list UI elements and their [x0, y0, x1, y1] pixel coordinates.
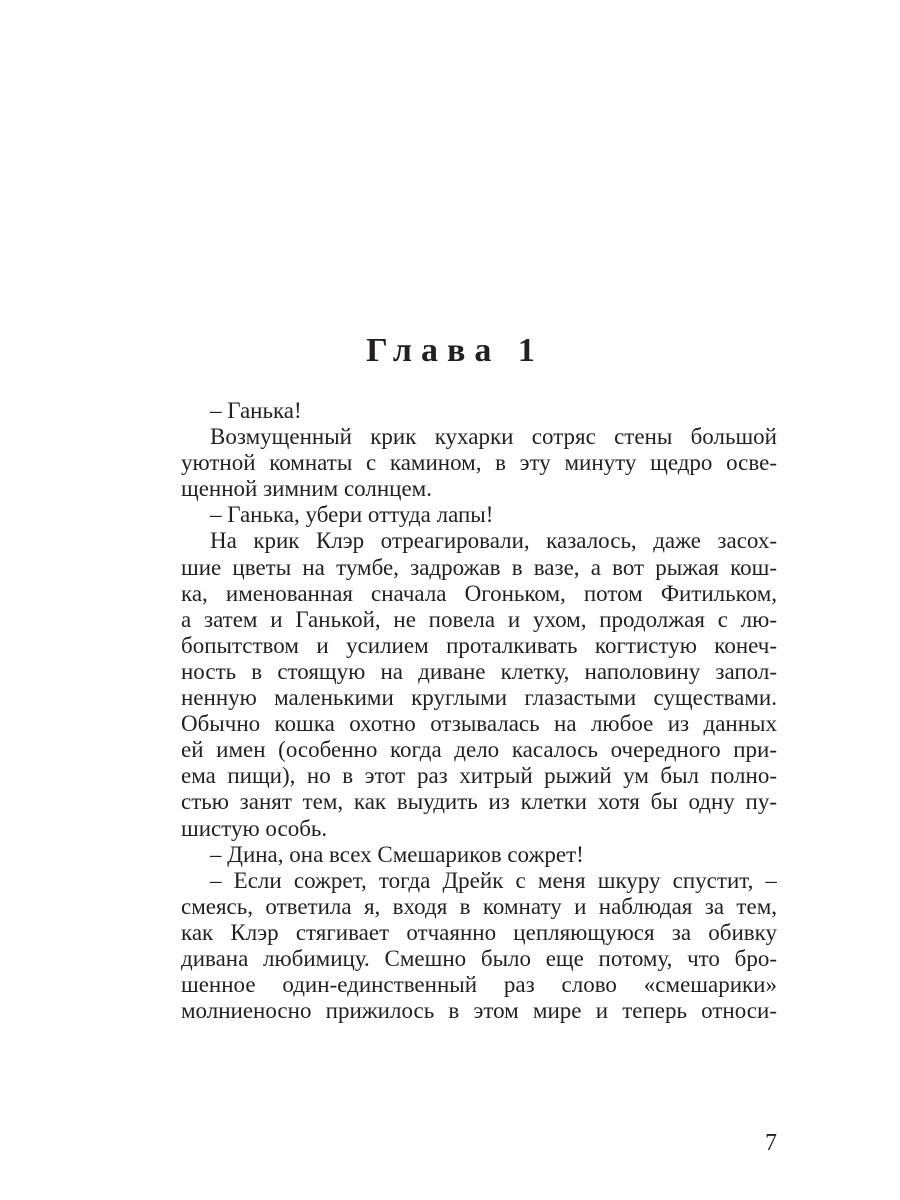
text-line: ность в стоящую на диване клетку, наполовину запол-: [181, 658, 777, 684]
text-line: уютной комнаты с камином, в эту минуту щедро осве-: [181, 450, 777, 476]
text-line: как Клэр стягивает отчаянно цепляющуюся за обивку: [181, 919, 777, 945]
body-text: [181, 398, 777, 1024]
text-line: бопытством и усилием проталкивать когтистую конеч-: [181, 632, 777, 658]
text-line: – Дина, она всех Смешариков сожрет!: [210, 841, 584, 867]
text-line: шие цветы на тумбе, задрожав в вазе, а вот рыжая кош-: [181, 554, 777, 580]
text-line: – Ганька, убери оттуда лапы!: [210, 502, 494, 528]
text-line: – Ганька!: [210, 398, 302, 423]
text-line: Возмущенный крик кухарки сотряс стены большой: [210, 424, 777, 450]
text-line: – Если сожрет, тогда Дрейк с меня шкуру спустит, –: [210, 867, 777, 893]
text-line: молниеносно прижилось в этом мире и теперь относи-: [181, 998, 777, 1024]
text-line: ема пищи), но в этот раз хитрый рыжий ум был полно-: [181, 763, 777, 789]
text-line: щенной зимним солнцем.: [181, 476, 432, 502]
text-line: ненную маленькими круглыми глазастыми существами.: [181, 685, 777, 711]
text-line: На крик Клэр отреагировали, казалось, даже засох-: [210, 528, 777, 554]
text-line: смеясь, ответила я, входя в комнату и наблюдая за тем,: [181, 893, 777, 919]
chapter-title: Глава 1: [366, 332, 544, 369]
text-line: шистую особь.: [181, 815, 328, 841]
text-line: стью занят тем, как выудить из клетки хотя бы одну пу-: [181, 789, 777, 815]
text-line: ей имен (особенно когда дело касалось очередного при-: [181, 737, 777, 763]
text-line: ка, именованная сначала Огоньком, потом Фитильком,: [181, 580, 777, 606]
page-number: 7: [765, 1130, 777, 1156]
text-line: Обычно кошка охотно отзывалась на любое из данных: [181, 711, 777, 737]
text-line: дивана любимицу. Смешно было еще потому, что бро-: [181, 945, 777, 971]
text-line: а затем и Ганькой, не повела и ухом, продолжая с лю-: [181, 606, 777, 632]
text-line: шенное один-единственный раз слово «смешарики»: [181, 972, 777, 998]
